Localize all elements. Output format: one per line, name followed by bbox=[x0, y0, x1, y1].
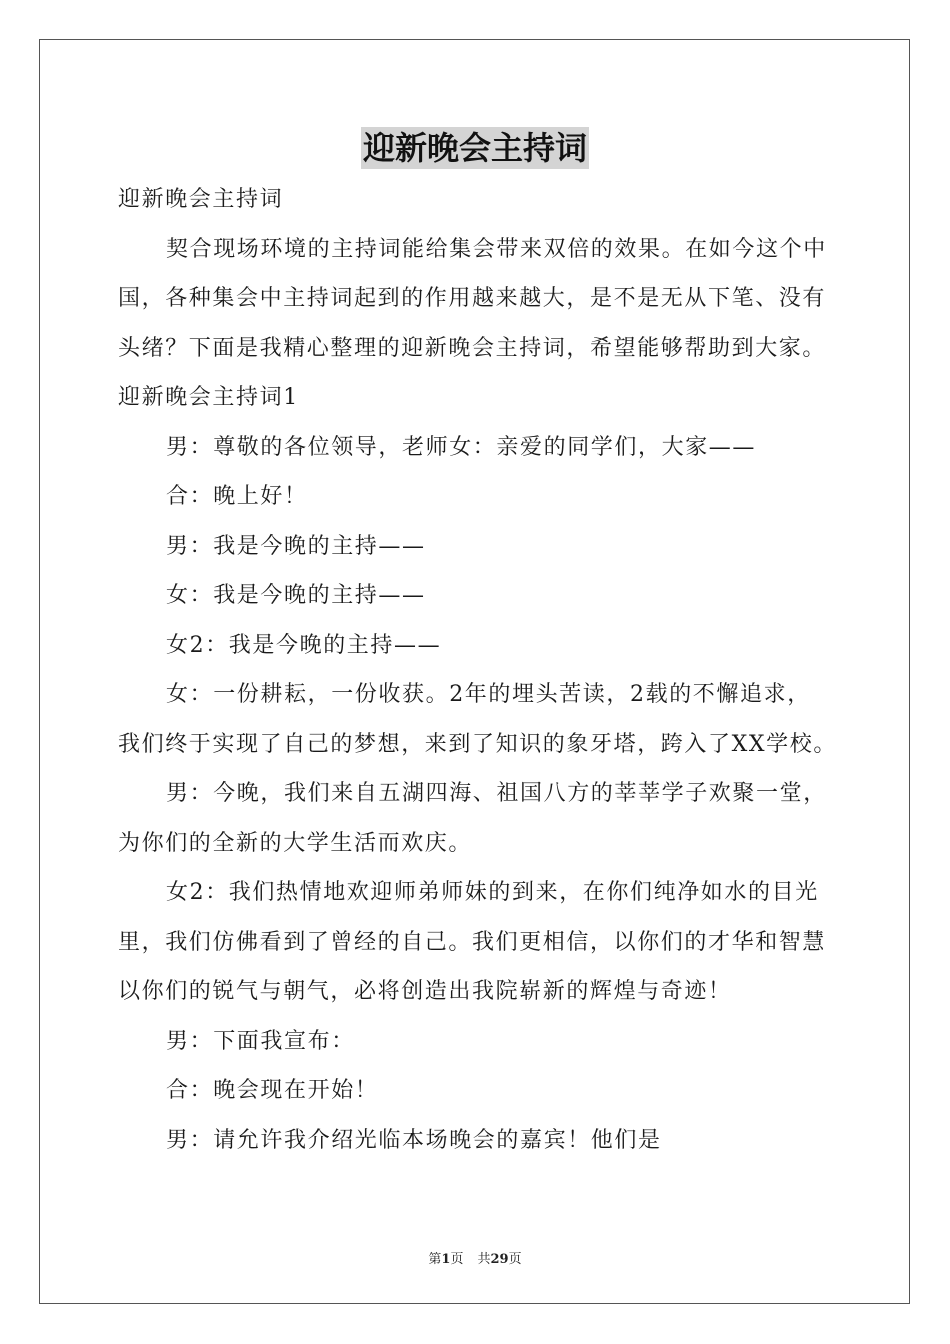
text-line: 迎新晚会主持词1 bbox=[118, 385, 299, 410]
text-line: 为你们的全新的大学生活而欢庆。 bbox=[118, 830, 473, 856]
text-line: 以你们的锐气与朝气，必将创造出我院崭新的辉煌与奇迹！ bbox=[118, 979, 732, 1004]
text-line: 女：我是今晚的主持—— bbox=[166, 583, 426, 608]
text-line: 契合现场环境的主持词能给集会带来双倍的效果。在如今这个中 bbox=[166, 236, 827, 262]
text-line: 我们终于实现了自己的梦想，来到了知识的象牙塔，跨入了XX学校。 bbox=[118, 731, 837, 757]
text-line: 男：今晚，我们来自五湖四海、祖国八方的莘莘学子欢聚一堂， bbox=[166, 781, 827, 806]
footer-total-pages: 29 bbox=[490, 1252, 509, 1267]
footer-page-suffix: 页 bbox=[450, 1252, 464, 1267]
document-title bbox=[0, 127, 950, 169]
text-line: 男：尊敬的各位领导，老师女：亲爱的同学们，大家—— bbox=[166, 434, 757, 460]
text-line: 女：一份耕耘，一份收获。2年的埋头苦读，2载的不懈追求， bbox=[166, 682, 811, 707]
text-line: 女2：我是今晚的主持—— bbox=[166, 632, 442, 658]
text-line: 女2：我们热情地欢迎师弟师妹的到来，在你们纯净如水的目光 bbox=[166, 880, 819, 905]
document-body bbox=[118, 175, 838, 1165]
text-line: 里，我们仿佛看到了曾经的自己。我们更相信，以你们的才华和智慧 bbox=[118, 929, 827, 955]
text-line: 国，各种集会中主持词起到的作用越来越大，是不是无从下笔、没有 bbox=[118, 286, 827, 311]
footer-page-prefix: 第 bbox=[428, 1252, 442, 1267]
footer-total-prefix: 共 bbox=[477, 1252, 491, 1267]
text-line: 男：请允许我介绍光临本场晚会的嘉宾！他们是 bbox=[166, 1127, 662, 1153]
text-line: 合：晚会现在开始！ bbox=[166, 1078, 379, 1103]
text-line: 合：晚上好！ bbox=[166, 484, 308, 509]
document-title-text: 迎新晚会主持词 bbox=[362, 129, 587, 167]
page-footer bbox=[0, 1248, 950, 1267]
footer-page-number: 1 bbox=[441, 1252, 451, 1267]
text-line: 男：我是今晚的主持—— bbox=[166, 533, 426, 559]
text-line: 迎新晚会主持词 bbox=[118, 187, 284, 212]
text-line: 男：下面我宣布： bbox=[166, 1028, 355, 1054]
text-line: 头绪？下面是我精心整理的迎新晚会主持词，希望能够帮助到大家。 bbox=[118, 335, 827, 361]
footer-total-suffix: 页 bbox=[508, 1252, 522, 1267]
